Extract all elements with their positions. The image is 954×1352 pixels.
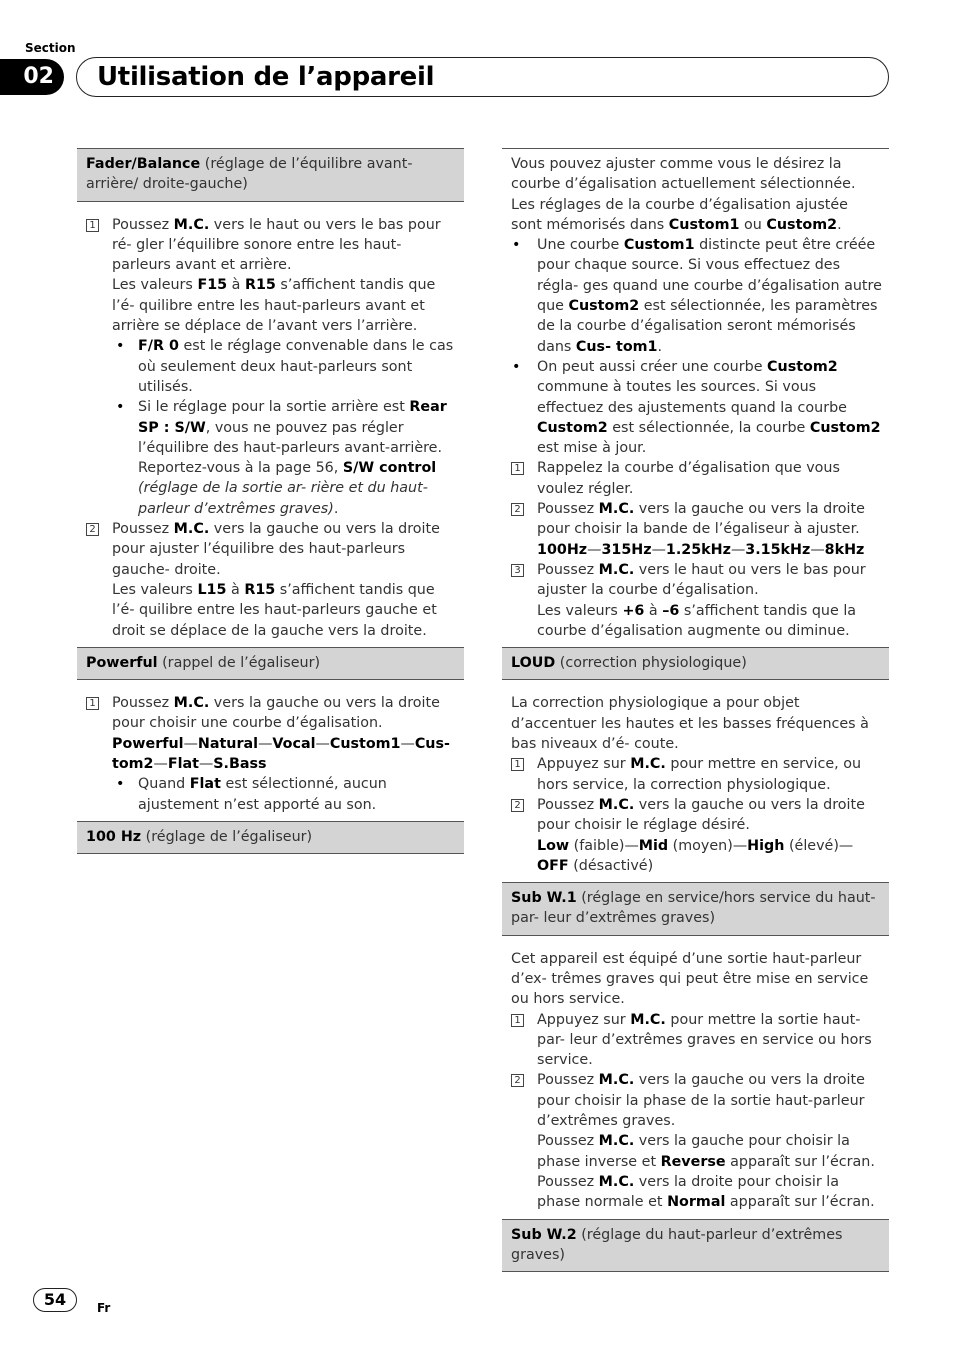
custom-step-2: 2 Poussez M.C. vers la gauche ou vers la droite pour choisir la bande de l’égaliseur à ajuster. 100Hz—315Hz—1.25kHz—3.15kHz—8kHz <box>502 499 889 560</box>
bullet-item: • Quand Flat est sélectionné, aucun ajustement n’est apporté au son. <box>116 776 387 813</box>
step-number: 1 <box>511 1014 524 1027</box>
right-column <box>502 148 889 1272</box>
powerful-step-1: 1 Poussez M.C. vers la gauche ou vers la droite pour choisir une courbe d’égalisation. Powerful—Natural—Vocal—Custom1—Cus- tom2—Flat—S.Bass • Quand Flat est sélectionné, aucun ajustement n’est apporté au son. <box>77 693 464 815</box>
subw2-heading: Sub W.2 (réglage du haut-parleur d’extrêmes graves) <box>502 1219 889 1273</box>
100hz-heading: 100 Hz (réglage de l’égaliseur) <box>77 821 464 854</box>
custom-step-1: 1 Rappelez la courbe d’égalisation que vous voulez régler. <box>502 458 889 499</box>
section-number-badge: 02 <box>0 59 64 95</box>
language-label: Fr <box>97 1301 111 1315</box>
page-number: 54 <box>33 1288 77 1312</box>
loud-heading: LOUD (correction physiologique) <box>502 647 889 680</box>
fader-step-2: 2 Poussez M.C. vers la gauche ou vers la droite pour ajuster l’équilibre des haut-parleurs gauche- droite. Les valeurs L15 à R15 s’affichent tandis que l’é- quilibre entre les haut-parleurs gauche et droit se déplace de la gauche vers la droite. <box>77 519 464 641</box>
step-number: 2 <box>511 799 524 812</box>
fader-step-1: 1 Poussez M.C. vers le haut ou vers le bas pour ré- gler l’équilibre sonore entre les haut-parleurs avant et arrière. Les valeurs F15 à R15 s’affichent tandis que l’é- quilibre entre les haut-parleurs avant et arrière se déplace de l’avant vers l’arrière. • F/R 0 est le réglage convenable dans le cas où seulement deux haut-parleurs sont utilisés. • Si le réglage pour la sortie arrière est Rear SP : S/W, vous ne pouvez pas régler l’équilibre des haut-parleurs avant-arrière. Reportez-vous à la page 56, S/W control (réglage de la sortie ar- rière et du haut-parleur d’extrêmes graves). <box>77 215 464 519</box>
step-number: 2 <box>511 1074 524 1087</box>
bullet-item: • F/R 0 est le réglage convenable dans le cas où seulement deux haut-parleurs sont utilisés. <box>116 338 454 395</box>
bullet-item: • On peut aussi créer une courbe Custom2 commune à toutes les sources. Si vous effectuez des ajustements quand la courbe Custom2 est sélectionnée, la courbe Custom2 est mise à jour. <box>512 358 881 457</box>
step-number: 1 <box>511 462 524 475</box>
step-number: 3 <box>511 564 524 577</box>
custom-step-3: 3 Poussez M.C. vers le haut ou vers le bas pour ajuster la courbe d’égalisation. Les valeurs +6 à –6 s’affichent tandis que la courbe d’égalisation augmente ou diminue. <box>502 560 889 641</box>
loud-step-1: 1 Appuyez sur M.C. pour mettre en service, ou hors service, la correction physiologique. <box>502 754 889 795</box>
fader-balance-heading: Fader/Balance (réglage de l’équilibre avant-arrière/ droite-gauche) <box>77 148 464 202</box>
bullet-item: • Si le réglage pour la sortie arrière est Rear SP : S/W, vous ne pouvez pas régler l’équilibre des haut-parleurs avant-arrière. Reportez-vous à la page 56, S/W control (réglage de la sortie ar- rière et du haut-parleur d’extrêmes graves). <box>116 399 447 517</box>
powerful-heading: Powerful (rappel de l’égaliseur) <box>77 647 464 680</box>
loud-step-2: 2 Poussez M.C. vers la gauche ou vers la droite pour choisir le réglage désiré. Low (faible)—Mid (moyen)—High (élevé)—OFF (désactivé) <box>502 795 889 876</box>
section-label: Section <box>25 41 76 55</box>
subw1-step-1: 1 Appuyez sur M.C. pour mettre la sortie haut-par- leur d’extrêmes graves en service ou hors service. <box>502 1010 889 1071</box>
step-number: 2 <box>511 503 524 516</box>
step-number: 1 <box>86 697 99 710</box>
bullet-item: • Une courbe Custom1 distincte peut être créée pour chaque source. Si vous effectuez des régla- ges quand une courbe d’égalisation autre que Custom2 est sélectionnée, les paramètres de la courbe d’égalisation seront mémorisés dans Cus- tom1. <box>512 237 882 355</box>
subw1-step-2: 2 Poussez M.C. vers la gauche ou vers la droite pour choisir la phase de la sortie haut-parleur d’extrêmes graves. Poussez M.C. vers la gauche pour choisir la phase inverse et Reverse apparaît sur l’écran. Poussez M.C. vers la droite pour choisir la phase normale et Normal apparaît sur l’écran. <box>502 1070 889 1212</box>
step-number: 2 <box>86 523 99 536</box>
subw1-heading: Sub W.1 (réglage en service/hors service du haut-par- leur d’extrêmes graves) <box>502 882 889 936</box>
left-column <box>77 148 464 854</box>
eq-curve-options: Powerful—Natural—Vocal—Custom1—Cus- tom2—Flat—S.Bass <box>112 735 450 773</box>
loud-intro: La correction physiologique a pour objet d’accentuer les hautes et les basses fréquences à bas niveaux d’é- coute. <box>511 695 869 753</box>
page-title: Utilisation de l’appareil <box>97 62 435 92</box>
eq-band-options: 100Hz—315Hz—1.25kHz—3.15kHz—8kHz <box>537 541 865 558</box>
loud-options: Low (faible)—Mid (moyen)—High (élevé)—OFF (désactivé) <box>537 837 854 874</box>
subw1-intro: Cet appareil est équipé d’une sortie haut-parleur d’ex- trêmes graves qui peut être mise en service ou hors service. <box>511 950 869 1008</box>
step-number: 1 <box>511 758 524 771</box>
step-number: 1 <box>86 219 99 232</box>
custom-intro: Vous pouvez ajuster comme vous le désirez la courbe d’égalisation actuellement sélectionnée. Les réglages de la courbe d’égalisation ajustée sont mémorisés dans Custom1 ou Custom2. <box>511 156 856 233</box>
